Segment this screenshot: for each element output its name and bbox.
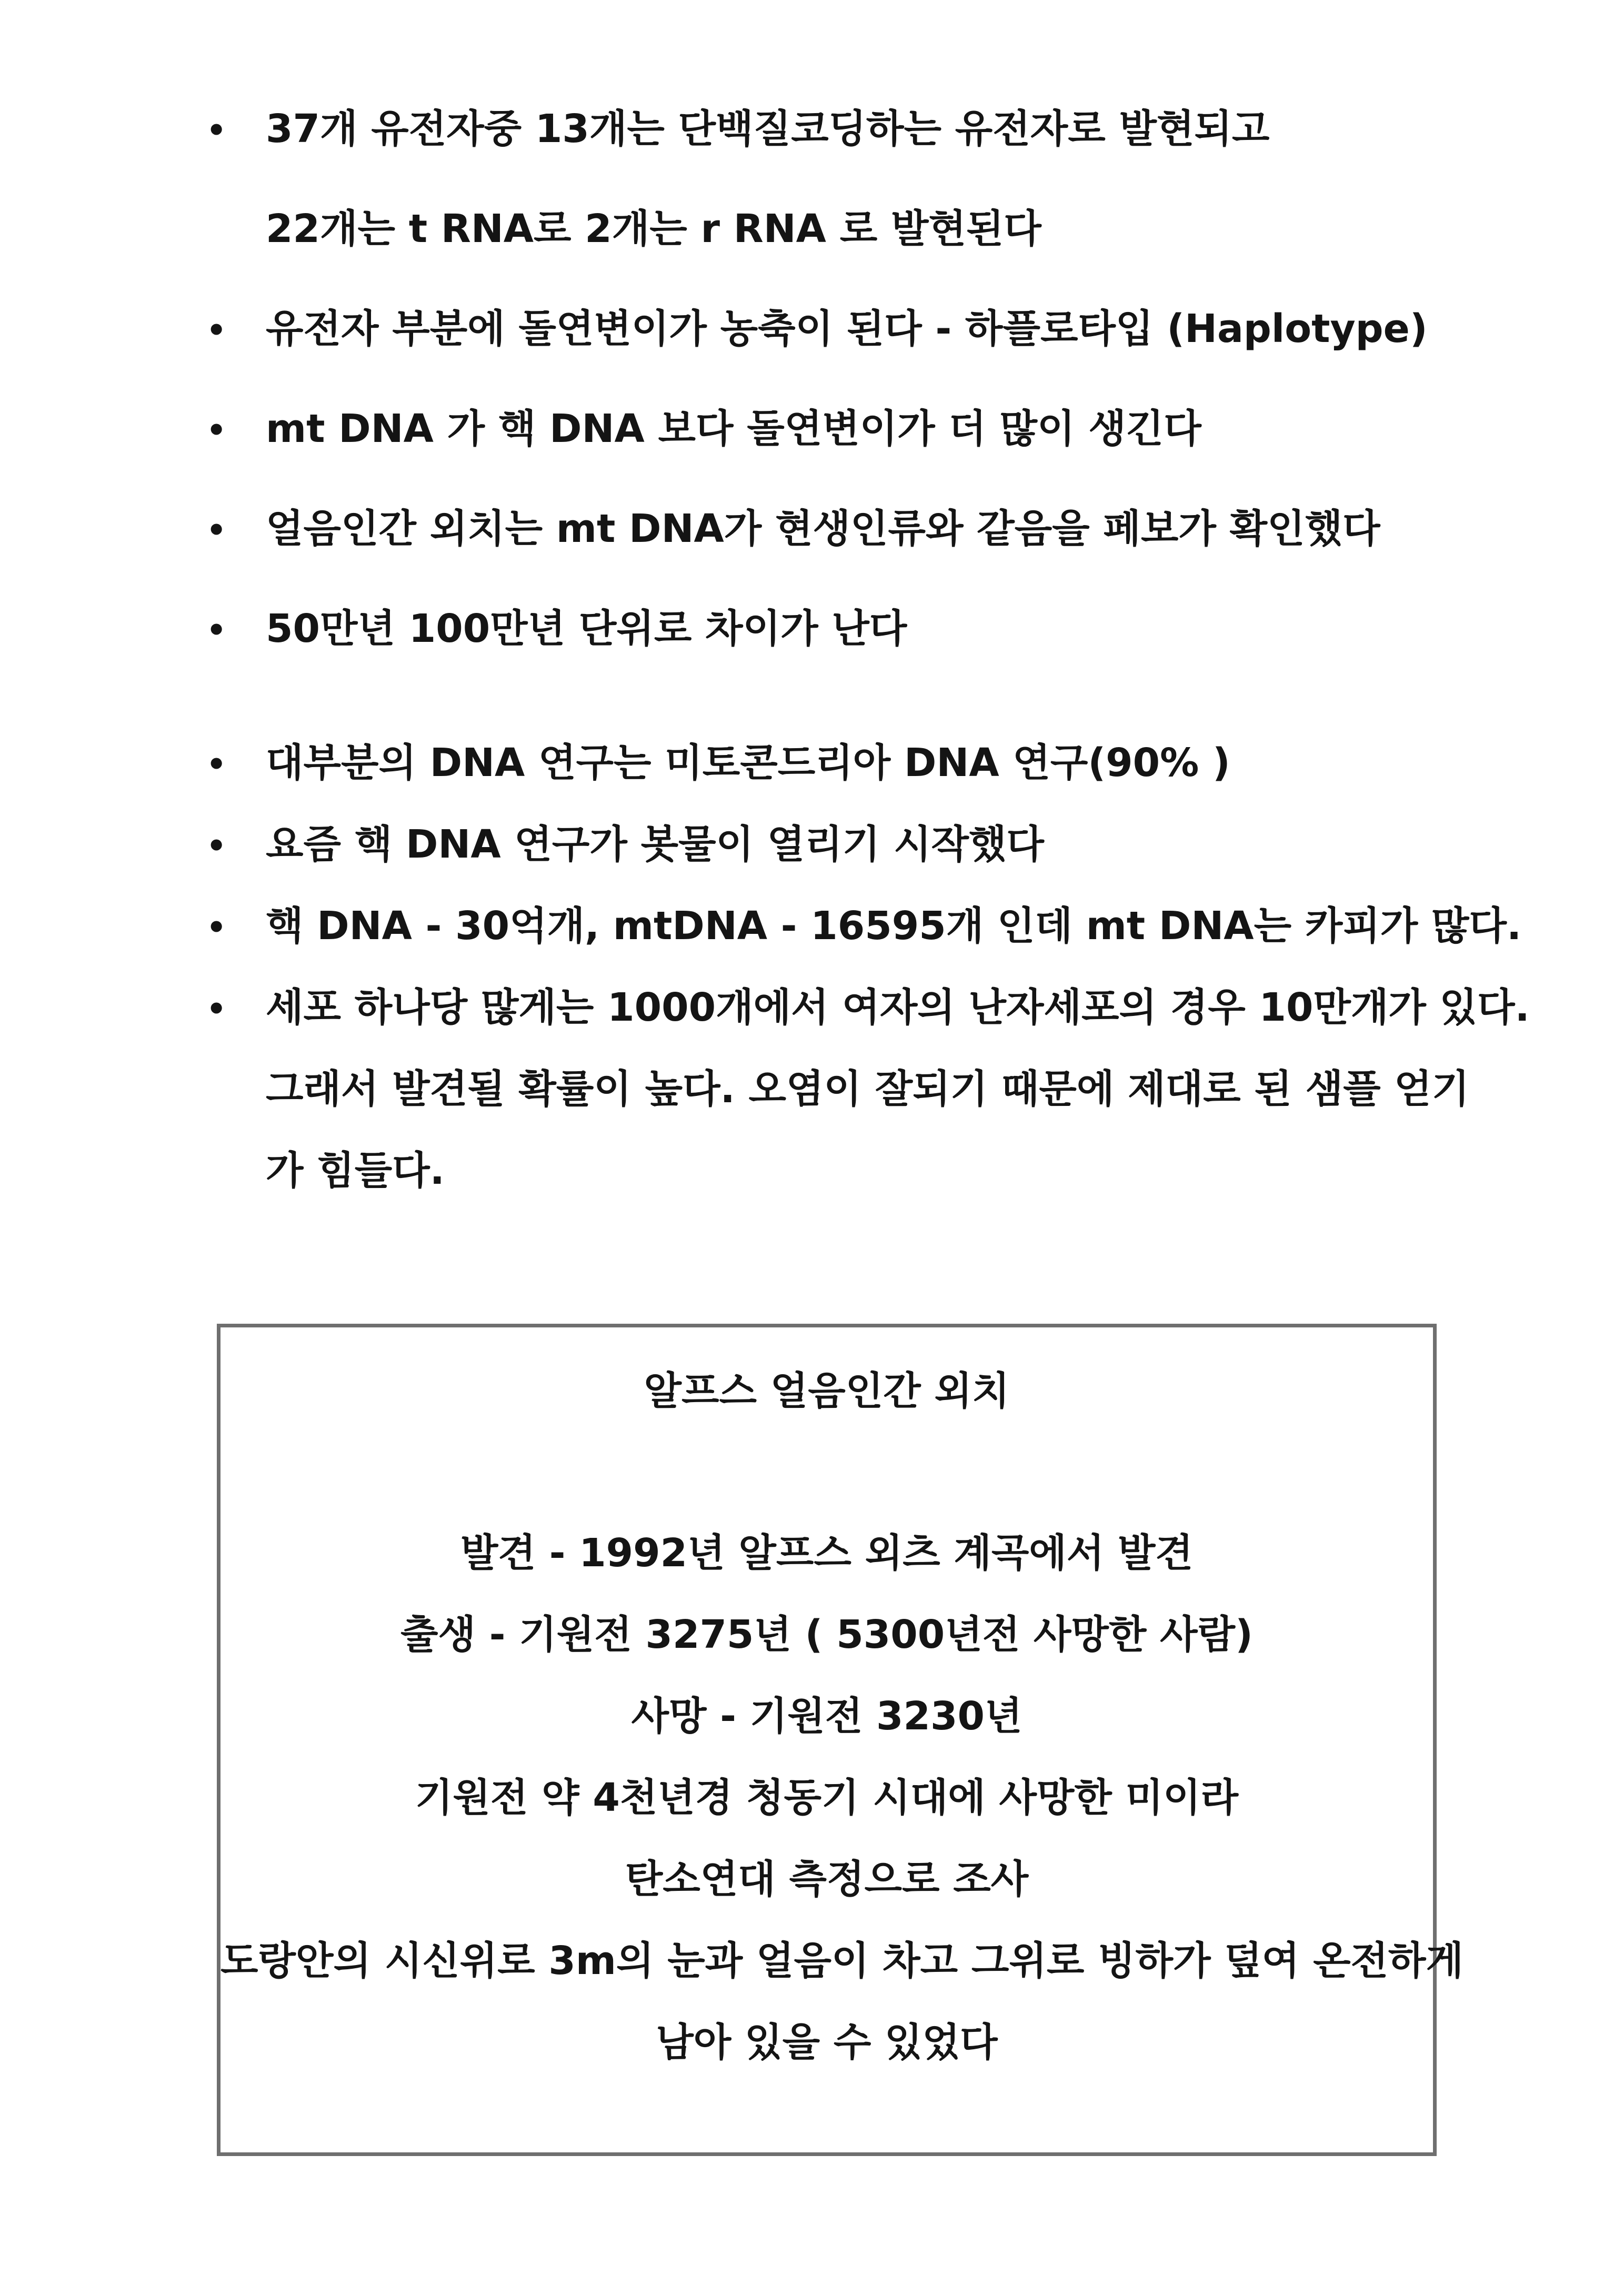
bullet-marker: • <box>206 909 227 946</box>
list-item-text: 37개 유전자중 13개는 단백질코딩하는 유전자로 발현되고 <box>266 106 1270 152</box>
box-title: 알프스 얼음인간 외치 <box>644 1368 1010 1414</box>
box-line-death: 사망 - 기원전 3230년 <box>631 1694 1022 1739</box>
box-line-birth: 출생 - 기원전 3275년 ( 5300년전 사망한 사람) <box>400 1612 1253 1657</box>
bullet-marker: • <box>206 112 227 149</box>
bullet-marker: • <box>206 512 227 549</box>
bullet-marker: • <box>206 746 227 783</box>
list-item-text: 가 힘들다. <box>266 1148 445 1193</box>
list-item-text: 그래서 발견될 확률이 높다. 오염이 잘되기 때문에 제대로 된 샘플 얻기 <box>266 1066 1470 1112</box>
otzi-info-box <box>217 1324 1464 2156</box>
box-line-dating: 탄소연대 측정으로 조사 <box>625 1857 1029 1902</box>
list-item-text: 세포 하나당 많게는 1000개에서 여자의 난자세포의 경우 10만개가 있다. <box>266 985 1530 1030</box>
bullet-marker: • <box>206 312 227 349</box>
list-item-text: 요즘 핵 DNA 연구가 봇물이 열리기 시작했다 <box>266 822 1044 867</box>
box-line-discovery: 발견 - 1992년 알프스 외츠 계곡에서 발견 <box>460 1530 1194 1576</box>
list-item-text: 22개는 t RNA로 2개는 r RNA 로 발현된다 <box>266 206 1041 251</box>
box-line-era: 기원전 약 4천년경 청동기 시대에 사망한 미이라 <box>415 1775 1239 1820</box>
bullet-marker: • <box>206 612 227 649</box>
list-item-text: 얼음인간 외치는 mt DNA가 현생인류와 같음을 페보가 확인했다 <box>266 506 1380 551</box>
list-item-text: mt DNA 가 핵 DNA 보다 돌연변이가 더 많이 생긴다 <box>266 406 1201 451</box>
bullet-marker: • <box>206 412 227 449</box>
list-item-text: 50만년 100만년 단위로 차이가 난다 <box>266 606 907 651</box>
list-item-text: 대부분의 DNA 연구는 미토콘드리아 DNA 연구(90% ) <box>266 740 1230 786</box>
bullet-marker: • <box>206 991 227 1028</box>
list-item-text: 핵 DNA - 30억개, mtDNA - 16595개 인데 mt DNA는 카피가 많다. <box>266 903 1522 949</box>
box-line-preservation: 도랑안의 시신위로 3m의 눈과 얼음이 차고 그위로 빙하가 덮여 온전하게 <box>220 1938 1464 1983</box>
list-item-text: 유전자 부분에 돌연변이가 농축이 된다 - 하플로타입 (Haplotype) <box>266 306 1428 351</box>
bullet-marker: • <box>206 828 227 864</box>
box-line-preservation-cont: 남아 있을 수 있었다 <box>656 2020 998 2065</box>
